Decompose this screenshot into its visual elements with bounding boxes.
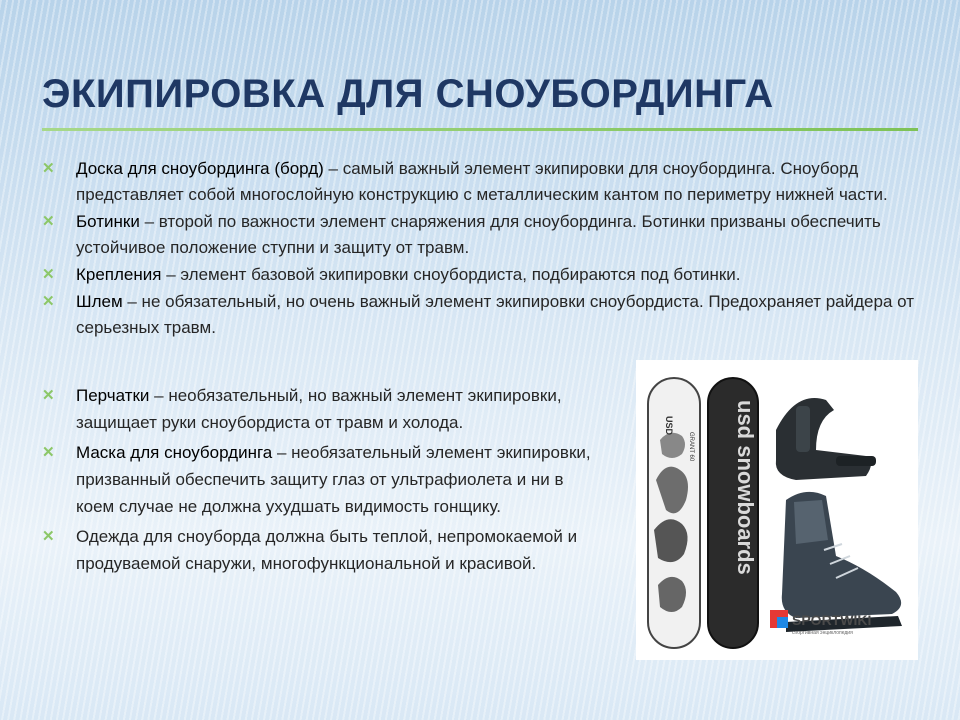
bullet-icon: ✕	[42, 213, 55, 230]
item-text: – не обязательный, но очень важный элемент экипировки сноубордиста. Предохраняет райдера от серьезных травм.	[76, 292, 915, 337]
list-item	[42, 156, 922, 208]
board2-brand-text: usd snowboards	[733, 400, 758, 575]
snowboard-binding	[776, 398, 876, 480]
watermark-main-text: SPORTWIKI	[792, 612, 872, 628]
item-text: – элемент базовой экипировки сноубордиста, подбираются под ботинки.	[161, 265, 741, 284]
item-term: Шлем	[76, 292, 123, 311]
item-text: – второй по важности элемент снаряжения для сноубординга. Ботинки призваны обеспечить устойчивое положение ступни и защиту от травм.	[76, 212, 881, 257]
item-text: Одежда для сноуборда должна быть теплой, непромокаемой и продуваемой снаружи, многофункциональной и красивой.	[76, 527, 578, 573]
list-item	[42, 209, 922, 261]
white-snowboard	[648, 378, 700, 648]
bullet-icon: ✕	[42, 528, 55, 545]
list-item	[42, 382, 602, 436]
snowboard-boot	[782, 492, 902, 632]
sportwiki-watermark	[770, 610, 871, 636]
title-underline	[42, 128, 918, 131]
equipment-list-top	[42, 156, 922, 342]
item-term: Ботинки	[76, 212, 140, 231]
slide-title: ЭКИПИРОВКА ДЛЯ СНОУБОРДИНГА	[42, 72, 774, 116]
bullet-icon: ✕	[42, 266, 55, 283]
bullet-icon: ✕	[42, 160, 55, 177]
list-item	[42, 439, 602, 520]
board1-brand-text: USD	[664, 416, 674, 436]
item-term: Маска для сноубординга	[76, 443, 273, 462]
watermark-sub-text: спортивная энциклопедия	[792, 630, 853, 636]
snowboard-equipment-photo	[636, 360, 918, 660]
equipment-list-bottom	[42, 382, 602, 580]
bullet-icon: ✕	[42, 387, 55, 404]
list-item	[42, 523, 602, 577]
black-snowboard	[708, 378, 758, 648]
board1-model-text: GRANT 60	[688, 432, 694, 462]
bullet-icon: ✕	[42, 293, 55, 310]
item-text: – самый важный элемент экипировки для сноубординга. Сноуборд представляет собой многослойную конструкцию с металлическим кантом по периметру нижней части.	[76, 159, 888, 204]
item-term: Доска для сноубординга (борд)	[76, 159, 324, 178]
list-item	[42, 262, 922, 288]
item-term: Перчатки	[76, 386, 150, 405]
item-text: – необязательный элемент экипировки, призванный обеспечить защиту глаз от ультрафиолета и ни в коем случае не должна ухудшать видимость гонщику.	[76, 443, 591, 516]
list-item	[42, 289, 922, 341]
item-term: Крепления	[76, 265, 162, 284]
item-text: – необязательный, но важный элемент экипировки, защищает руки сноубордиста от травм и холода.	[76, 386, 562, 432]
bullet-icon: ✕	[42, 444, 55, 461]
